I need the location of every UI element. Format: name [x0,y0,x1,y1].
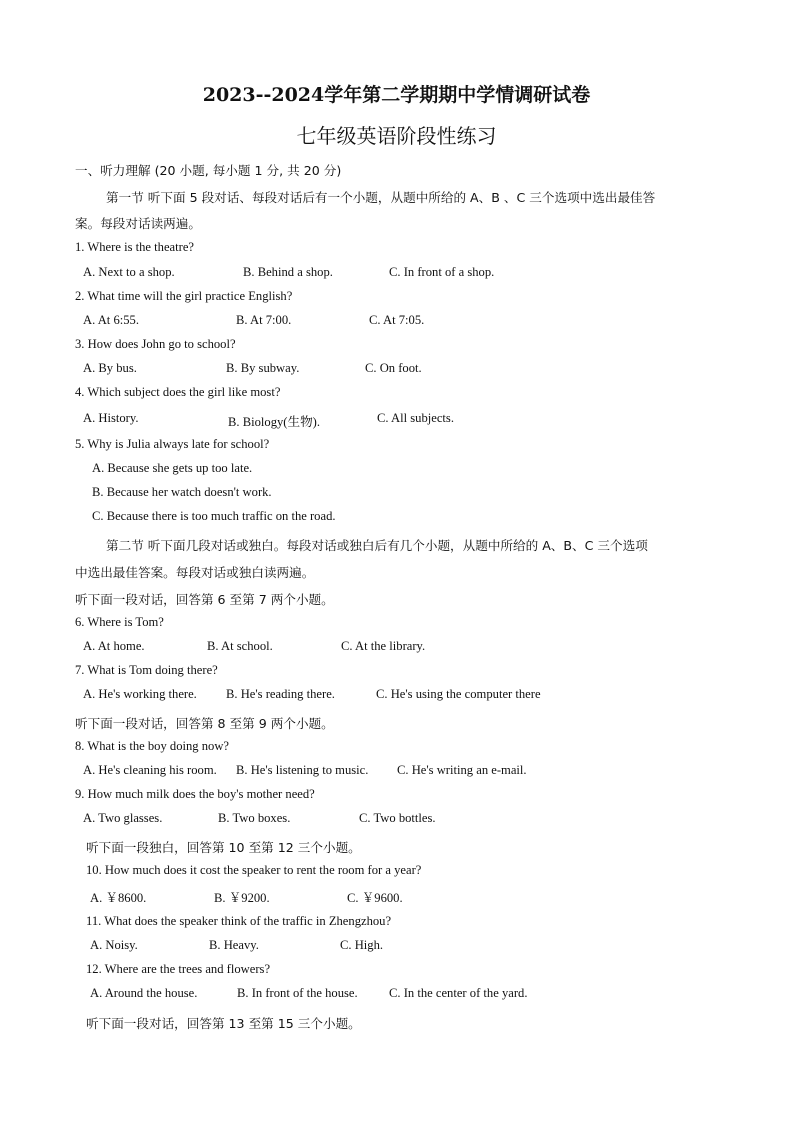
q4-option-c: C. All subjects. [377,411,454,425]
question-4: 4. Which subject does the girl like most? [75,385,281,399]
q9-option-b: B. Two boxes. [218,811,291,825]
q8-option-b: B. He's listening to music. [236,763,369,777]
q11-option-b: B. Heavy. [209,938,259,952]
exam-title: 2023--2024学年第二学期期中学情调研试卷 [202,84,591,106]
q10-option-c: C. ￥9600. [347,891,403,905]
part1-intro-line1: 第一节 听下面 5 段对话、每段对话后有一个小题，从题中所给的 A、B 、C 三个选项中选出最佳答 [106,190,656,205]
instruction-13-15: 听下面一段对话，回答第 13 至第 15 三个小题。 [86,1016,361,1031]
q7-option-a: A. He's working there. [83,687,197,701]
question-9: 9. How much milk does the boy's mother need? [75,787,315,801]
q6-option-b: B. At school. [207,639,273,653]
q6-option-c: C. At the library. [341,639,426,653]
q7-option-b: B. He's reading there. [226,687,335,701]
question-8: 8. What is the boy doing now? [75,739,230,753]
q3-option-c: C. On foot. [365,361,422,375]
q12-option-c: C. In the center of the yard. [389,986,528,1000]
part2-intro-line2: 中选出最佳答案。每段对话或独白读两遍。 [75,565,315,580]
part2-intro-line1: 第二节 听下面几段对话或独白。每段对话或独白后有几个小题，从题中所给的 A、B、C 三个选项 [106,538,648,553]
question-7: 7. What is Tom doing there? [75,663,218,677]
q8-option-c: C. He's writing an e-mail. [397,763,527,777]
section-heading: 一、听力理解 (20 小题, 每小题 1 分, 共 20 分) [75,163,342,178]
q10-option-b: B. ￥9200. [214,891,270,905]
q9-option-a: A. Two glasses. [83,811,163,825]
q12-option-a: A. Around the house. [90,986,198,1000]
question-11: 11. What does the speaker think of the traffic in Zhengzhou? [86,914,392,928]
q3-option-a: A. By bus. [83,361,137,375]
q12-option-b: B. In front of the house. [237,986,358,1000]
q9-option-c: C. Two bottles. [359,811,436,825]
question-3: 3. How does John go to school? [75,337,236,351]
q3-option-b: B. By subway. [226,361,300,375]
q8-option-a: A. He's cleaning his room. [83,763,217,777]
question-2: 2. What time will the girl practice English? [75,289,293,303]
q5-option-b: B. Because her watch doesn't work. [92,485,272,499]
q4-option-b: B. Biology(生物). [228,415,321,429]
q10-option-a: A. ￥8600. [90,891,147,905]
q6-option-a: A. At home. [83,639,145,653]
question-1: 1. Where is the theatre? [75,240,195,254]
q5-option-a: A. Because she gets up too late. [92,461,253,475]
q1-option-a: A. Next to a shop. [83,265,175,279]
q2-option-c: C. At 7:05. [369,313,425,327]
q11-option-a: A. Noisy. [90,938,138,952]
q1-option-c: C. In front of a shop. [389,265,495,279]
question-12: 12. Where are the trees and flowers? [86,962,271,976]
instruction-10-12: 听下面一段独白，回答第 10 至第 12 三个小题。 [86,840,361,855]
exam-subtitle: 七年级英语阶段性练习 [296,124,497,148]
question-6: 6. Where is Tom? [75,615,164,629]
question-10: 10. How much does it cost the speaker to rent the room for a year? [86,863,422,877]
q7-option-c: C. He's using the computer there [376,687,541,701]
question-5: 5. Why is Julia always late for school? [75,437,270,451]
instruction-6-7: 听下面一段对话，回答第 6 至第 7 两个小题。 [75,592,334,607]
instruction-8-9: 听下面一段对话，回答第 8 至第 9 两个小题。 [75,716,334,731]
q1-option-b: B. Behind a shop. [243,265,333,279]
q11-option-c: C. High. [340,938,384,952]
q2-option-b: B. At 7:00. [236,313,292,327]
q2-option-a: A. At 6:55. [83,313,139,327]
q4-option-a: A. History. [83,411,139,425]
part1-intro-line2: 案。每段对话读两遍。 [75,216,201,231]
q5-option-c: C. Because there is too much traffic on the road. [92,509,336,523]
